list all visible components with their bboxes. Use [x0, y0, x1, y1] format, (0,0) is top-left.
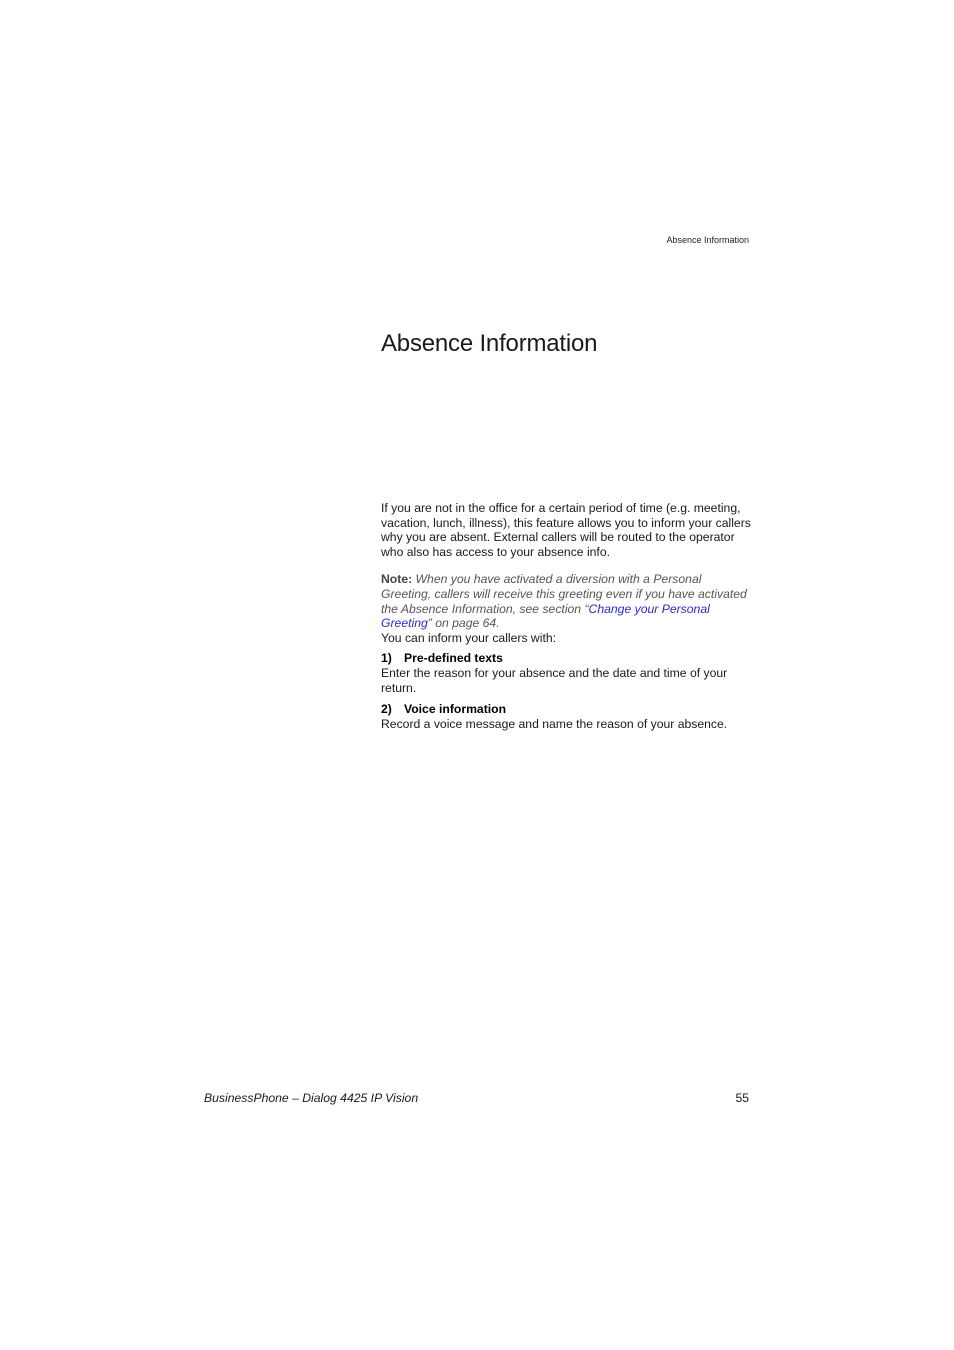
- list-item-text: Record a voice message and name the reason of your absence.: [381, 716, 728, 731]
- list-item-heading: [381, 702, 753, 717]
- footer-page-number: 55: [735, 1091, 749, 1105]
- change-personal-greeting-link[interactable]: Change your Personal Greeting: [381, 601, 710, 631]
- note-text-before: When you have activated a diversion with a Personal Greeting, callers will receive this greeting even if you have activated the Absence Information, see section “: [381, 572, 747, 616]
- list-item: [381, 702, 753, 731]
- list-item-number: 1): [381, 651, 392, 666]
- list-item-heading: [381, 651, 753, 666]
- list-lead: You can inform your callers with:: [381, 630, 556, 645]
- footer-product-name: BusinessPhone – Dialog 4425 IP Vision: [204, 1091, 419, 1105]
- note-label: Note:: [381, 572, 413, 587]
- note-text-after: ” on page 64.: [427, 616, 500, 631]
- note-block: [381, 572, 753, 630]
- page-title: Absence Information: [381, 330, 598, 357]
- list-item-title: Voice information: [404, 702, 507, 717]
- intro-paragraph: If you are not in the office for a certain period of time (e.g. meeting, vacation, lunch, illness), this feature allows you to inform your callers why you are absent. External callers will be routed to the operator who also has access to your absence info.: [381, 501, 751, 559]
- list-item-text: Enter the reason for your absence and the date and time of your return.: [381, 665, 728, 695]
- list-item: [381, 651, 753, 695]
- running-header: Absence Information: [666, 235, 749, 245]
- list-item-number: 2): [381, 702, 392, 717]
- main-content: [381, 501, 753, 738]
- list-item-title: Pre-defined texts: [404, 651, 503, 666]
